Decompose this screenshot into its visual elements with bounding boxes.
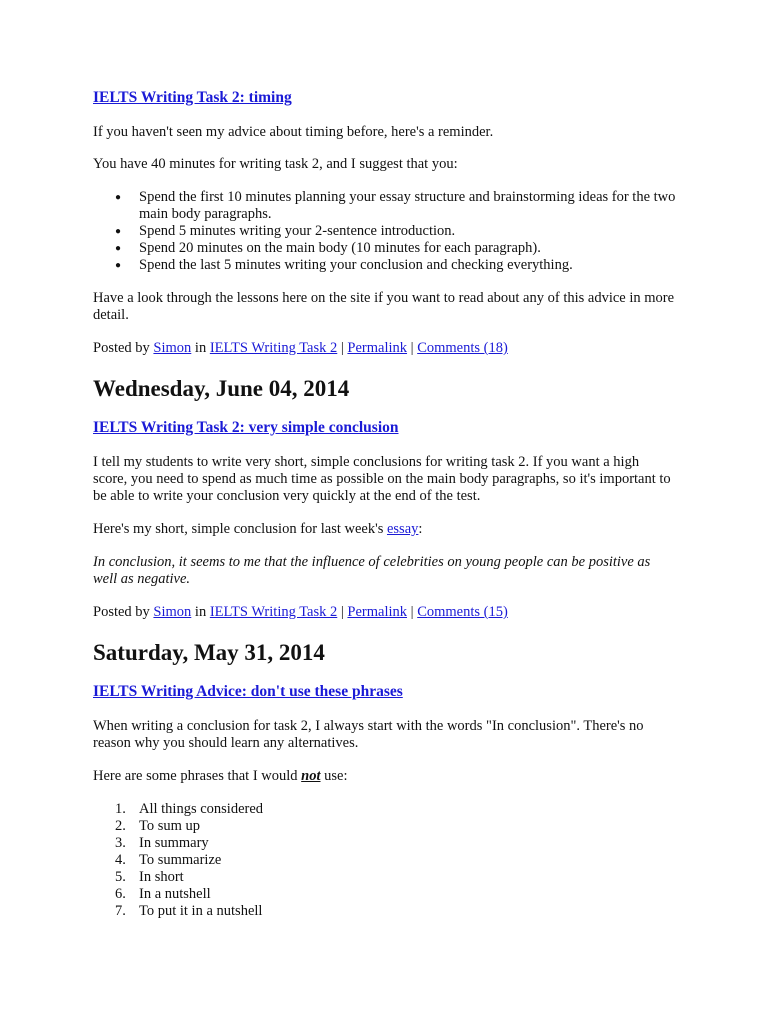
author-link[interactable]: Simon	[153, 340, 192, 356]
category-link[interactable]: IELTS Writing Task 2	[209, 604, 338, 620]
post-title-link[interactable]: IELTS Writing Advice: don't use these phrases	[93, 683, 403, 700]
category-link[interactable]: IELTS Writing Task 2	[209, 340, 338, 356]
list-item: 1. All things considered	[115, 801, 264, 817]
post-paragraph: If you haven't seen my advice about timing before, here's a reminder.	[93, 124, 494, 140]
post-paragraph: Here's my short, simple conclusion for last week's essay:	[93, 521, 423, 537]
post-title-link[interactable]: IELTS Writing Task 2: timing	[93, 89, 292, 106]
conclusion-quote: In conclusion, it seems to me that the influence of celebrities on young people can be positive as well as negative.	[93, 554, 651, 587]
bullet-icon: ●	[115, 260, 122, 271]
advice-list	[93, 189, 676, 274]
emphasis-not: not	[301, 768, 321, 784]
separator: |	[340, 340, 344, 356]
bullet-icon: ●	[115, 192, 122, 203]
separator: |	[340, 604, 344, 620]
bullet-icon: ●	[115, 243, 122, 254]
list-item: ● Spend 5 minutes writing your 2-sentence introduction.	[115, 223, 456, 239]
post-footer: Posted by Simon in IELTS Writing Task 2 | Permalink | Comments (18)	[93, 340, 508, 356]
separator: |	[410, 340, 414, 356]
date-header: Saturday, May 31, 2014	[93, 640, 325, 665]
list-item: 3. In summary	[115, 835, 209, 851]
permalink-link[interactable]: Permalink	[347, 604, 408, 620]
list-item: 6. In a nutshell	[115, 886, 211, 902]
author-link[interactable]: Simon	[153, 604, 192, 620]
post-paragraph: Have a look through the lessons here on the site if you want to read about any of this advice in more detail.	[93, 290, 675, 323]
essay-link[interactable]: essay	[386, 521, 419, 537]
post-title-link[interactable]: IELTS Writing Task 2: very simple conclusion	[93, 419, 399, 436]
phrases-list	[93, 801, 676, 920]
list-item: ● Spend 20 minutes on the main body (10 minutes for each paragraph).	[115, 240, 541, 256]
comments-link[interactable]: Comments (18)	[417, 340, 508, 356]
post-footer: Posted by Simon in IELTS Writing Task 2 | Permalink | Comments (15)	[93, 604, 508, 620]
separator: |	[410, 604, 414, 620]
post-paragraph: I tell my students to write very short, simple conclusions for writing task 2. If you want a high score, you need to spend as much time as possible on the main body paragraphs, so it's important to be able to write your conclusion very quickly at the end of the test.	[93, 454, 671, 504]
list-item: ● Spend the last 5 minutes writing your conclusion and checking everything.	[115, 257, 573, 273]
list-item: 2. To sum up	[115, 818, 201, 834]
post-paragraph: Here are some phrases that I would not use:	[93, 768, 348, 784]
post-title	[93, 88, 676, 108]
date-header: Wednesday, June 04, 2014	[93, 376, 350, 401]
post-title	[93, 682, 676, 702]
list-item: 4. To summarize	[115, 852, 222, 868]
list-item: 5. In short	[115, 869, 184, 885]
comments-link[interactable]: Comments (15)	[417, 604, 508, 620]
list-item: 7. To put it in a nutshell	[115, 903, 263, 919]
list-item: ● Spend the first 10 minutes planning your essay structure and brainstorming ideas for the two main body paragraphs.	[115, 189, 676, 222]
bullet-icon: ●	[115, 226, 122, 237]
post-paragraph: You have 40 minutes for writing task 2, and I suggest that you:	[93, 156, 458, 172]
permalink-link[interactable]: Permalink	[347, 340, 408, 356]
post-paragraph: When writing a conclusion for task 2, I always start with the words "In conclusion". There's no reason why you should learn any alternatives.	[93, 718, 644, 751]
post-title	[93, 418, 676, 438]
